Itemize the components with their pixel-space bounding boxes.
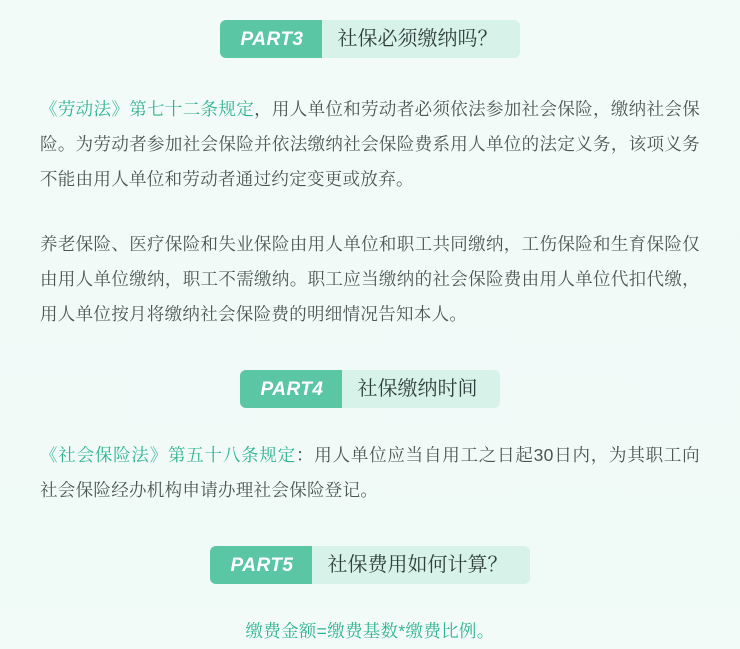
part-title-3: 社保必须缴纳吗？ xyxy=(322,20,520,58)
law-reference-social-insurance-law: 《社会保险法》第五十八条规定 xyxy=(40,445,296,465)
spacer xyxy=(40,197,700,227)
paragraph-part3-1 xyxy=(40,92,700,197)
spacer xyxy=(40,508,700,546)
paragraph-text: ，用人单位和劳动者必须依法参加社会保险，缴纳社会保险。为劳动者参加社会保险并依法缴纳社会保险费系用人单位的法定义务，该项义务不能由用人单位和劳动者通过约定变更或放弃。 xyxy=(40,99,700,189)
part-title-5: 社保费用如何计算？ xyxy=(312,546,530,584)
part-badge-3: PART3 xyxy=(220,20,321,58)
spacer xyxy=(40,584,700,614)
part-badge-5: PART5 xyxy=(210,546,311,584)
spacer xyxy=(40,332,700,370)
part-title-4: 社保缴纳时间 xyxy=(342,370,500,408)
paragraph-text: 养老保险、医疗保险和失业保险由用人单位和职工共同缴纳，工伤保险和生育保险仅由用人单位缴纳，职工不需缴纳。职工应当缴纳的社会保险费由用人单位代扣代缴，用人单位按月将缴纳社会保险费的明细情况告知本人。 xyxy=(40,234,700,324)
paragraph-text: ：用人单位应当自用工之日起30日内，为其职工向社会保险经办机构申请办理社会保险登记。 xyxy=(40,445,700,500)
spacer xyxy=(40,408,700,438)
law-reference-labor-law: 《劳动法》第七十二条规定 xyxy=(40,99,255,119)
spacer xyxy=(40,58,700,92)
paragraph-part4-1 xyxy=(40,438,700,508)
section-heading-part4 xyxy=(240,370,499,408)
part-badge-4: PART4 xyxy=(240,370,341,408)
paragraph-part3-2 xyxy=(40,227,700,332)
section-heading-part5 xyxy=(210,546,529,584)
formula-text: 缴费金额=缴费基数*缴费比例。 xyxy=(245,621,495,641)
section-heading-part3 xyxy=(220,20,519,58)
